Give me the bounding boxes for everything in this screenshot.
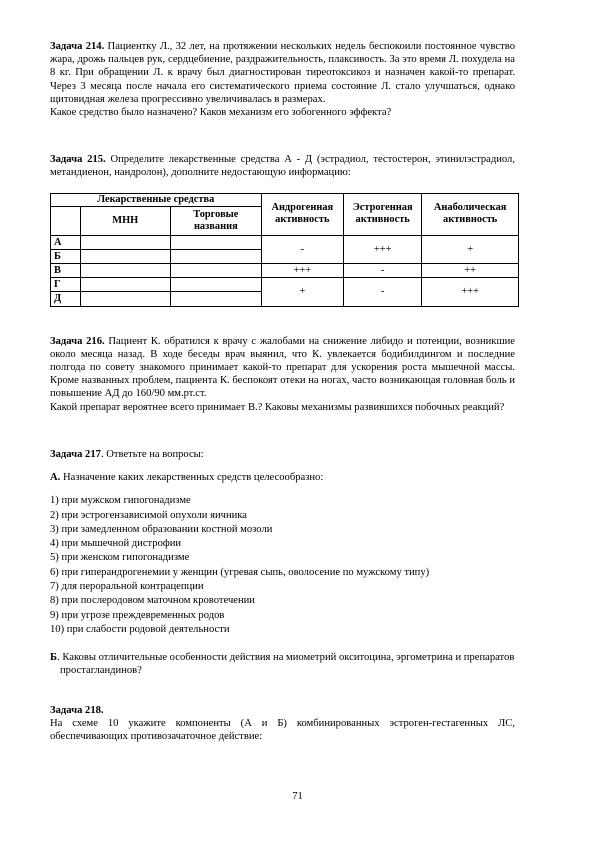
header-mnn: МНН <box>80 206 171 235</box>
row-label-d: Д <box>51 292 81 306</box>
header-androgenic: Андрогенная активность <box>261 193 343 235</box>
list-item: 3) при замедленном образовании костной мозоли <box>50 523 273 535</box>
list-item: 5) при женском гипогонадизме <box>50 552 190 564</box>
task-217-a-label: А. <box>50 472 61 484</box>
task-217 <box>50 448 515 461</box>
task-217-list <box>50 494 515 637</box>
header-estrogenic: Эстрогенная активность <box>344 193 422 235</box>
cell-trade-d[interactable] <box>171 292 262 306</box>
task-216-title: Задача 216. <box>50 335 105 347</box>
list-item: 2) при эстрогензависимой опухоли яичника <box>50 509 247 521</box>
cell-estro-ab: +++ <box>344 235 422 263</box>
task-215-body: Определите лекарственные средства А - Д (эстрадиол, тестостерон, этинилэстрадиол, метандиенон, нандролон), дополните недостающую информацию: <box>50 154 515 179</box>
task-216-body: Пациент К. обратился к врачу с жалобами на снижение либидо и потенции, возникшие около месяца назад. В ходе беседы врач выянил, что К. увлекается бодибилдингом и последние полгода по совету знакомого принимает какой-то препарат для ускорения роста мышечной массы. Кроме названных проблем, пациента К. беспокоят отеки на ногах, часто возникающая головная боль и повышение АД до 160/90 мм.рт.ст. <box>50 335 515 400</box>
task-215-title: Задача 215. <box>50 154 106 166</box>
cell-anab-gd: +++ <box>422 278 519 306</box>
list-item: 7) для пероральной контрацепции <box>50 581 204 593</box>
task-217-b-text: . Каковы отличительные особенности действия на миометрий окситоцина, эргометрина и препаратов простагландинов? <box>57 652 515 677</box>
task-214-body: Пациентку Л., 32 лет, на протяжении нескольких недель беспокоили постоянное чувство жара, дрожь пальцев рук, сердцебиение, раздражительность, плаксивость. За это время Л. похудела на 8 кг. При обращении Л. к врачу был диагностирован тиреотоксикоз и назначен какой-то препарат. Через 3 месяца после начала его систематического приема состояние Л. стало улучшаться, однако щитовидная железа прогрессивно увеличивалась в размерах. <box>50 41 515 105</box>
cell-trade-v[interactable] <box>171 264 262 278</box>
list-item: 6) при гиперандрогенемии у женщин (угревая сыпь, оволосение по мужскому типу) <box>50 566 430 578</box>
list-item: 9) при угрозе преждевременных родов <box>50 609 225 621</box>
header-anabolic: Анаболическая активность <box>422 193 519 235</box>
cell-mnn-a[interactable] <box>80 235 171 249</box>
drug-table <box>50 193 519 307</box>
task-217-b-label: Б <box>50 652 58 664</box>
cell-estro-gd: - <box>344 278 422 306</box>
cell-andro-ab: - <box>261 235 343 263</box>
cell-mnn-g[interactable] <box>80 278 171 292</box>
list-item: 10) при слабости родовой деятельности <box>50 623 230 635</box>
list-item: 4) при мышечной дистрофии <box>50 538 182 550</box>
task-217-intro: . Ответьте на вопросы: <box>100 448 204 460</box>
cell-mnn-v[interactable] <box>80 264 171 278</box>
cell-anab-ab: + <box>422 235 519 263</box>
task-214 <box>50 40 515 106</box>
page-content <box>50 40 515 743</box>
cell-mnn-d[interactable] <box>80 292 171 306</box>
page-number: 71 <box>292 791 303 802</box>
list-item: 8) при послеродовом маточном кровотечении <box>50 595 255 607</box>
task-214-question: Какое средство было назначено? Каков механизм его зобогенного эффекта? <box>50 107 392 119</box>
task-216-question: Какой препарат вероятнее всего принимает В.? Каковы механизмы развившихся побочных реакций? <box>50 401 505 413</box>
cell-trade-g[interactable] <box>171 278 262 292</box>
cell-estro-v: - <box>344 264 422 278</box>
cell-andro-v: +++ <box>261 264 343 278</box>
list-item: 1) при мужском гипогонадизме <box>50 495 191 507</box>
cell-trade-b[interactable] <box>171 249 262 263</box>
task-216 <box>50 335 515 401</box>
row-label-g: Г <box>51 278 81 292</box>
task-215 <box>50 153 515 179</box>
task-214-title: Задача 214. <box>50 41 105 52</box>
task-218-title: Задача 218. <box>50 704 104 716</box>
header-blank <box>51 206 81 235</box>
cell-andro-gd: + <box>261 278 343 306</box>
header-trade: Торговые названия <box>171 206 262 235</box>
task-217-title: Задача 217 <box>50 448 101 460</box>
task-217-b <box>50 651 515 677</box>
cell-mnn-b[interactable] <box>80 249 171 263</box>
header-drugs: Лекарственные средства <box>51 193 262 206</box>
cell-trade-a[interactable] <box>171 235 262 249</box>
task-217-a <box>50 471 515 484</box>
task-217-a-text: Назначение каких лекарственных средств целесообразно: <box>60 472 324 484</box>
row-label-v: В <box>51 264 81 278</box>
row-label-b: Б <box>51 249 81 263</box>
cell-anab-v: ++ <box>422 264 519 278</box>
row-label-a: А <box>51 235 81 249</box>
task-218-body: На схеме 10 укажите компоненты (А и Б) комбинированных эстроген-гестагенных ЛС, обеспечивающих противозачаточное действие: <box>50 717 515 743</box>
